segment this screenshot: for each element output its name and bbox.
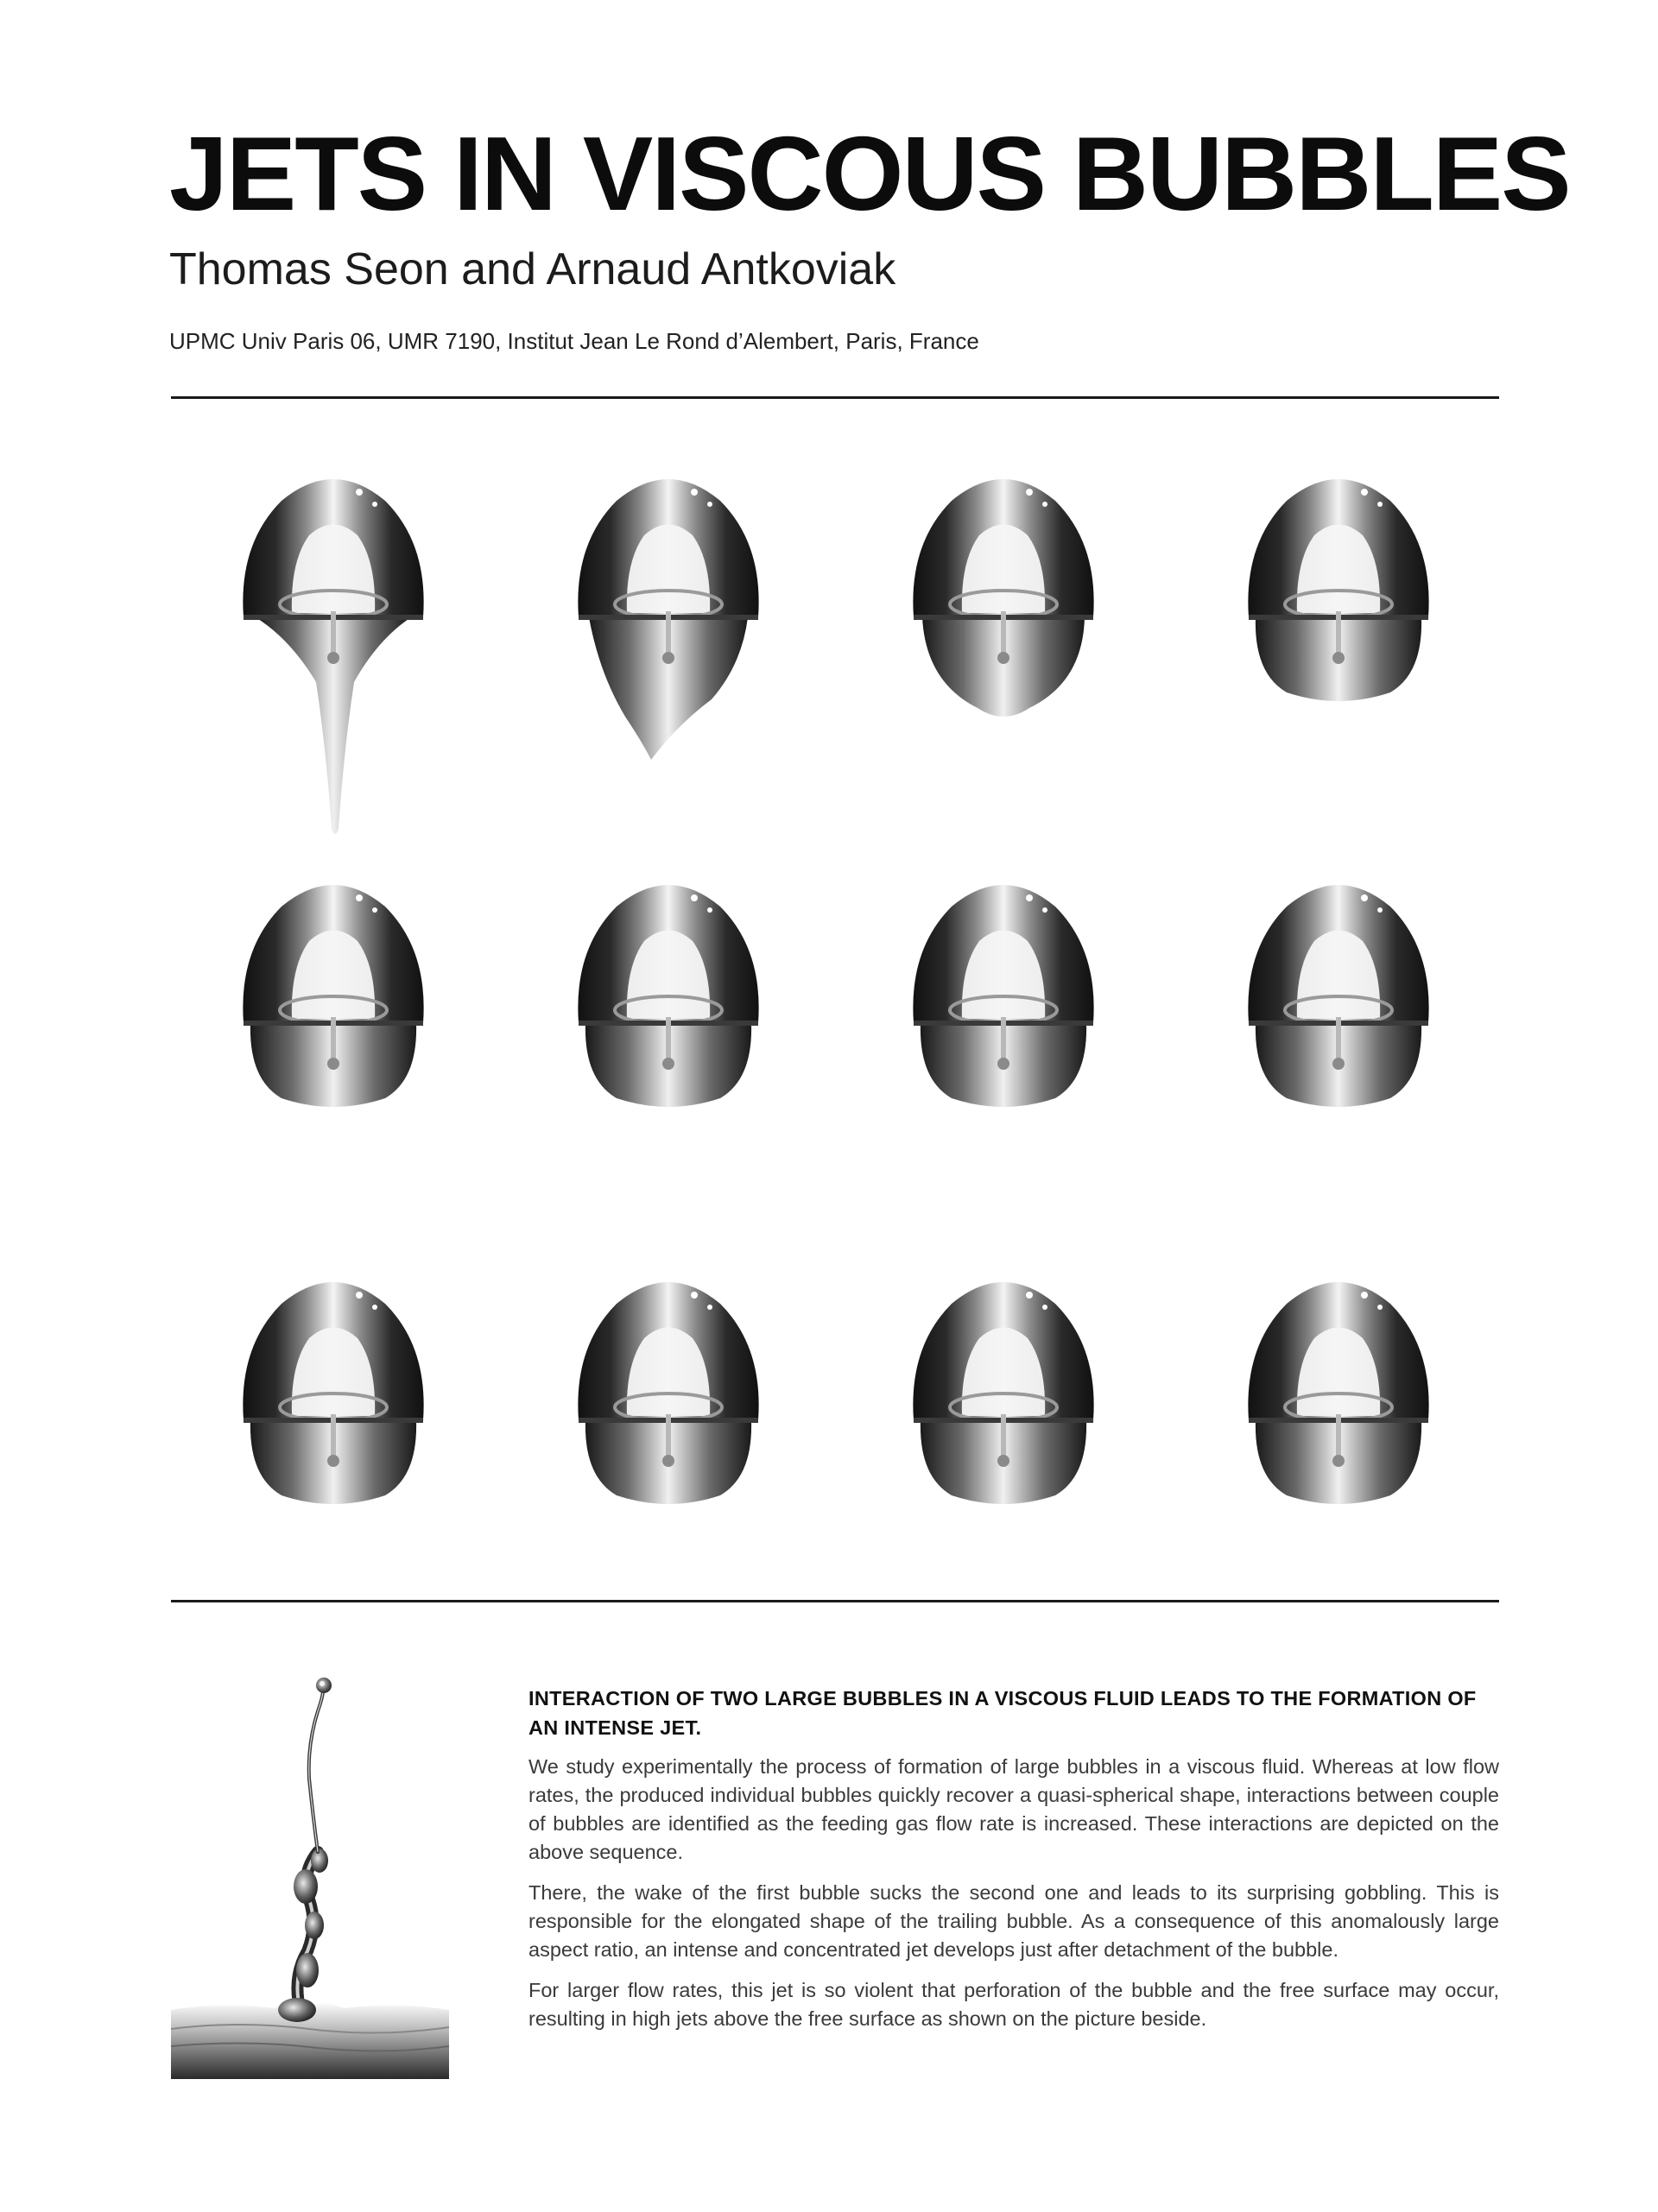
description-paragraph-3: For larger flow rates, this jet is so violent that perforation of the bubble and the free surface may occur, resulting in high jets above the free surface as shown on the picture beside. [528, 1979, 1499, 2030]
description-heading: INTERACTION OF TWO LARGE BUBBLES IN A VISCOUS FLUID LEADS TO THE FORMATION OF AN INTENSE JET. [528, 1687, 1477, 1739]
bubble-frame-12 [1235, 1269, 1442, 1649]
bubble-frame-6 [565, 872, 772, 1252]
top-divider [171, 396, 1499, 399]
bubble-frame-5 [230, 872, 437, 1252]
bubble-frame-3 [900, 466, 1107, 846]
description-paragraph-2: There, the wake of the first bubble sucks the second one and leads to its surprising gobbling. This is responsible for the elongated shape of the trailing bubble. As a consequence of this anomalously large aspect ratio, an intense and concentrated jet develops just after detachment of the bubble. [528, 1881, 1499, 1961]
poster-affiliation: UPMC Univ Paris 06, UMR 7190, Institut Jean Le Rond d’Alembert, Paris, France [169, 328, 979, 354]
description-paragraph-1: We study experimentally the process of formation of large bubbles in a viscous fluid. Whereas at low flow rates, the produced individual bubbles quickly recover a quasi-spherical shape, interactions between couple of bubbles are identified as the feeding gas flow rate is increased. These interactions are depicted on the above sequence. [528, 1755, 1499, 1863]
bubble-frame-10 [565, 1269, 772, 1649]
poster-authors: Thomas Seon and Arnaud Antkoviak [169, 244, 896, 294]
bubble-frame-4 [1235, 466, 1442, 846]
bubble-frame-11 [900, 1269, 1107, 1649]
poster-title: JETS IN VISCOUS BUBBLES [169, 115, 1570, 232]
free-surface-jet-photo [171, 1666, 449, 2079]
bubble-frame-7 [900, 872, 1107, 1252]
bubble-frame-9 [230, 1269, 437, 1649]
bubble-frame-8 [1235, 872, 1442, 1252]
bubble-frame-2 [565, 466, 772, 846]
description-text [528, 1684, 1499, 2045]
bubble-frame-1 [230, 466, 437, 846]
bottom-divider [171, 1600, 1499, 1602]
